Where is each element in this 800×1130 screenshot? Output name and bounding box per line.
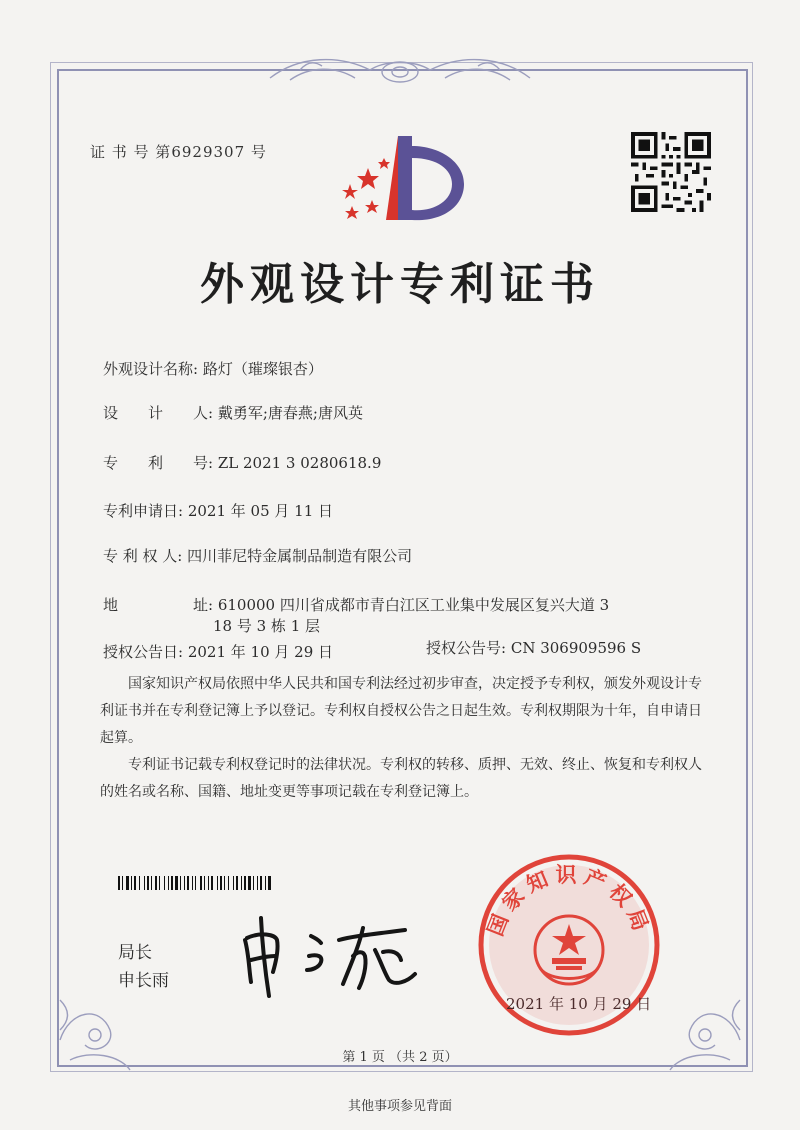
cnipa-logo-icon (328, 128, 468, 228)
barcode-bar (204, 876, 205, 890)
barcode-bar (184, 876, 185, 890)
designers-label: 设 计 人: (103, 404, 214, 422)
certificate-number (90, 141, 267, 162)
barcode-bar (147, 876, 149, 890)
barcode-bar (244, 876, 246, 890)
patent-number-row (103, 452, 381, 473)
barcode-bar (122, 876, 123, 890)
barcode-bar (248, 876, 251, 890)
barcode-bar (168, 876, 169, 890)
barcode-bar (155, 876, 157, 890)
barcode-bar (253, 876, 254, 890)
grant-number-label: 授权公告号: (426, 639, 507, 657)
certificate-number-label: 证 书 号 第 (90, 143, 172, 161)
certificate-body (100, 671, 710, 806)
barcode-icon (118, 876, 348, 890)
top-ornament (270, 60, 530, 82)
certificate-number-value: 6929307 (171, 143, 246, 161)
patent-number-value: ZL 2021 3 0280618.9 (217, 454, 382, 472)
barcode-bar (134, 876, 136, 890)
designers-row (103, 402, 363, 423)
signatory-title: 局长 (118, 943, 152, 963)
barcode-bar (200, 876, 202, 890)
signatory-name: 申长雨 (118, 971, 169, 991)
designers-value: 戴勇军;唐春燕;唐风英 (217, 404, 363, 422)
patent-number-label: 专 利 号: (103, 454, 214, 472)
address-label: 地 址: (103, 596, 214, 614)
barcode-bar (208, 876, 209, 890)
barcode-bar (233, 876, 234, 890)
filing-date-row (103, 500, 333, 521)
address-row (103, 594, 609, 615)
footer-note: 其他事项参见背面 (347, 1099, 452, 1114)
barcode-bar (159, 876, 160, 890)
grant-date-value: 2021 年 10 月 29 日 (187, 643, 334, 661)
barcode-bar (195, 876, 196, 890)
body-paragraph-1: 国家知识产权局依照中华人民共和国专利法经过初步审查，决定授予专利权，颁发外观设计专利证书并在专利登记簿上予以登记。专利权自授权公告之日起生效。专利权期限为十年，自申请日起算。 (100, 676, 702, 746)
barcode-bar (224, 876, 225, 890)
barcode-bar (171, 876, 173, 890)
barcode-bar (257, 876, 258, 890)
design-name-row (103, 358, 323, 379)
filing-date-label: 专利申请日: (103, 502, 184, 520)
barcode-bar (217, 876, 218, 890)
barcode-bar (228, 876, 229, 890)
grant-date-row (103, 641, 333, 662)
design-name-value: 路灯（璀璨银杏） (202, 360, 323, 378)
certificate-title: 外观设计专利证书 (200, 259, 600, 310)
page-number: 第 1 页 （共 2 页） (342, 1050, 458, 1065)
barcode-bar (139, 876, 140, 890)
barcode-bar (220, 876, 222, 890)
patentee-label: 专 利 权 人: (103, 547, 183, 565)
barcode-bar (268, 876, 271, 890)
patentee-row (103, 545, 412, 566)
certificate-number-suffix: 号 (250, 143, 267, 161)
barcode-bar (211, 876, 213, 890)
seal-date: 2021 年 10 月 29 日 (506, 995, 652, 1013)
barcode-bar (151, 876, 152, 890)
barcode-bar (192, 876, 193, 890)
filing-date-value: 2021 年 05 月 11 日 (187, 502, 334, 520)
barcode-bar (126, 876, 129, 890)
body-paragraph-2: 专利证书记载专利权登记时的法律状况。专利权的转移、质押、无效、终止、恢复和专利权人的姓名或名称、国籍、地址变更等事项记载在专利登记簿上。 (100, 757, 702, 800)
address-value-line1: 610000 四川省成都市青白江区工业集中发展区复兴大道 3 (217, 596, 610, 614)
barcode-bar (265, 876, 266, 890)
patentee-value: 四川菲尼特金属制品制造有限公司 (187, 547, 413, 565)
qr-code-icon (631, 132, 711, 212)
handwritten-signature-icon (235, 910, 425, 1000)
barcode-bar (187, 876, 189, 890)
barcode-bar (241, 876, 242, 890)
barcode-bar (236, 876, 238, 890)
barcode-bar (118, 876, 120, 890)
address-value-line2: 18 号 3 栋 1 层 (213, 617, 321, 635)
barcode-bar (175, 876, 178, 890)
barcode-bar (260, 876, 262, 890)
barcode-bar (164, 876, 165, 890)
barcode-bar (144, 876, 145, 890)
seal-arc-text: 国家知识产权局 (483, 863, 655, 940)
grant-number-value: CN 306909596 S (510, 639, 642, 657)
grant-date-label: 授权公告日: (103, 643, 184, 661)
grant-number-row (426, 637, 641, 658)
barcode-bar (131, 876, 132, 890)
barcode-bar (180, 876, 181, 890)
design-name-label: 外观设计名称: (103, 360, 199, 378)
